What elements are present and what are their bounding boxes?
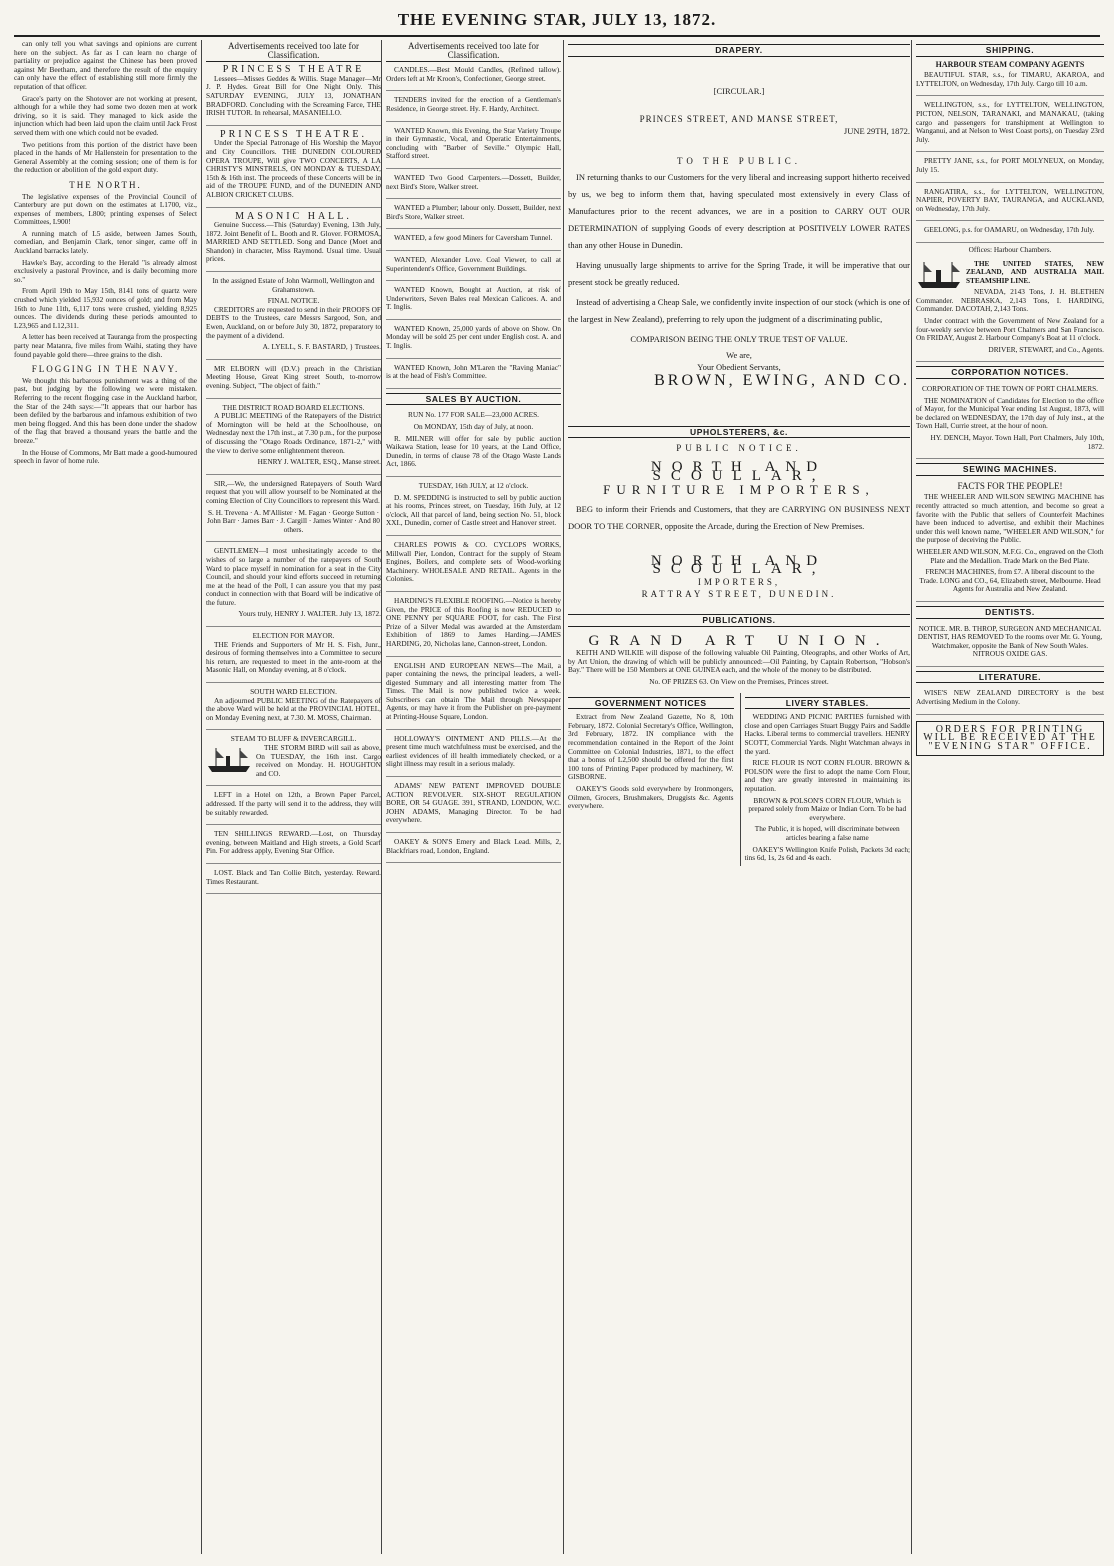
ad-text: WISE'S NEW ZEALAND DIRECTORY is the best Advertising Medium in the Colony.	[916, 688, 1104, 707]
advertisement	[206, 275, 381, 360]
article-paragraph: Two petitions from this portion of the district have been placed in the hands of Mr Hallenstein for presentation to the General Assembly at the coming session; one of them is for the reduction or abolition of the gold export duty.	[14, 139, 197, 175]
ad-text: WANTED Known, this Evening, the Star Variety Troupe in their Gymnastic, Vocal, and Operatic Entertainments, concluding with "Barber of Seville." Olympic Hall, Stafford street.	[386, 125, 561, 161]
ad-text: THE STORM BIRD will sail as above, On TUESDAY, the 16th inst. Cargo received on Monday. H. HOUGHTON and CO.	[256, 743, 381, 778]
ad-text: On MONDAY, 15th day of July, at noon.	[413, 422, 534, 432]
ad-title: RUN No. 177 FOR SALE—23,000 ACRES.	[408, 410, 539, 420]
ad-text: A PUBLIC MEETING of the Ratepayers of the District of Mornington will be held at the Schoolhouse, on Wednesday next the 17th inst., at 7.30 p.m., for the purpose of discussing the "Otago Roads Ordinance, 1871-2," with the view to derive some enlightenment thereon.	[206, 411, 381, 455]
ad-signature: HENRY J. WALTER, ESQ., Manse street.	[257, 457, 381, 467]
section-heading-dentists: DENTISTS.	[916, 606, 1104, 619]
advertisement	[206, 789, 381, 825]
ad-text: R. MILNER will offer for sale by public auction Waikawa Station, lease for 10 years, at the Land Office, Dunedin, in terms of clause 78 of the Otago Waste Lands Act, 1866.	[386, 433, 561, 469]
ad-text: THE Friends and Supporters of Mr H. S. Fish, Junr., desirous of forming themselves into a Committee to secure his return, are requested to meet in the ante-room at the Masonic Hall, on Monday evening, at 8 o'clock.	[206, 639, 381, 675]
us-line-title: THE UNITED STATES, NEW ZEALAND, AND AUSTRALIA MAIL STEAMSHIP LINE.	[966, 258, 1104, 285]
ad-text: NEVADA, 2143 Tons, J. H. BLETHEN Commander. NEBRASKA, 2,143 Tons, I. HARDING, Commander. DACOTAH, 2,143 Tons.	[916, 287, 1104, 314]
masthead-rule	[14, 35, 1100, 37]
ad-text: WHEELER AND WILSON, M.F.G. Co., engraved on the Cloth Plate and the Medallion. Trade Mark on the Bed Plate.	[916, 546, 1104, 565]
column-1	[14, 40, 197, 1554]
rattray-address: RATTRAY STREET, DUNEDIN.	[641, 588, 837, 599]
ad-text: In the assigned Estate of John Warmoll, Wellington and Grahamstown.	[212, 276, 375, 294]
ad-title: FACTS FOR THE PEOPLE!	[957, 480, 1063, 491]
to-public-heading: TO THE PUBLIC.	[677, 156, 801, 167]
advertisement	[386, 284, 561, 320]
public-notice-heading: PUBLIC NOTICE.	[676, 443, 802, 454]
column-header: Advertisements received too late for Classification.	[206, 42, 381, 62]
ad-text: Lessees—Misses Geddes & Willis. Stage Manager—Mr J. P. Hydes. Great Bill for One Night Only. This SATURDAY EVENING, JULY 13, JONATHAN BRADFORD. Concluding with the Screaming Farce, THE IRISH TUTOR. In rehearsal, MASANIELLO.	[206, 73, 381, 118]
article-paragraph: We thought this barbarous punishment was a thing of the past, but judging by the following we were mistaken. Referring to the recent flogging case in the Auckland harbor, the Star of the 24th says:—"It appears that our harbor has been defiled by the barbarous and infamous exhibition of two men being flogged. And this has been done under the shadow of the flag that braved a thousand years the battle and the breeze."	[14, 375, 197, 445]
advertisement	[386, 539, 561, 592]
advertisement	[206, 733, 381, 786]
ad-text: WANTED Two Good Carpenters.—Dossett, Builder, next Bird's Store, Walker street.	[386, 172, 561, 191]
advertisement	[206, 64, 381, 126]
advertisement	[206, 630, 381, 683]
drapery-paragraph: Having unusually large shipments to arrive for the Spring Trade, it will be imperative that our present stock be greatly reduced.	[568, 259, 910, 287]
art-union-prizes: No. OF PRIZES 63. On View on the Premises, Princes street.	[649, 677, 829, 687]
drapery-address: PRINCES STREET, AND MANSE STREET,	[639, 114, 839, 125]
article-paragraph: From April 19th to May 15th, 8141 tons of quartz were crushed which yielded 15,932 ounces of gold; and from May 16th to June 11th, 6,117 tons were crushed, yielding 8,925 ounces. The dividends during these periods amounted to L23,965 and L12,311.	[14, 286, 197, 330]
steamship-icon	[916, 260, 962, 290]
advertisement	[386, 94, 561, 121]
advertisement	[916, 687, 1104, 714]
brown-ewing-signature: BROWN, EWING, AND CO.	[654, 372, 910, 390]
section-heading-sewing: SEWING MACHINES.	[916, 463, 1104, 476]
ad-signature: Yours truly, HENRY J. WALTER. July 13, 1872.	[238, 609, 381, 619]
advertisement	[206, 545, 381, 627]
article-paragraph: In the House of Commons, Mr Batt made a good-humoured speech in favor of home rule.	[14, 447, 197, 466]
ad-text: LEFT in a Hotel on 12th, a Brown Paper Parcel, addressed. If the party will send it to the address, they will be suitably rewarded.	[206, 790, 381, 817]
art-union-paragraph: KEITH AND WILKIE will dispose of the following valuable Oil Painting, Oleographs, and other Works of Art, by Art Union, the drawing of which will be publicly announced:—Oil Painting, by Captain Robertson, "Hobson's Bay." There will be 150 Members at ONE GUINEA each, and the whole of the money to be distributed.	[568, 648, 910, 675]
masthead: THE EVENING STAR, JULY 13, 1872.	[397, 10, 717, 29]
column-header: Advertisements received too late for Classification.	[386, 42, 561, 62]
ad-title: FINAL NOTICE.	[267, 296, 320, 306]
advertisement	[386, 64, 561, 91]
north-scoullar-title: NORTH AND SCOULLAR,	[650, 552, 828, 578]
ad-text: Under the Special Patronage of His Worship the Mayor and City Councillors. THE DUNEDIN COLOURED OPERA TROUPE, Will give TWO CONCERTS, A LA CHRISTY'S MINSTRELS, ON MONDAY & TUESDAY, 15th & 16th inst. The proceeds of these Concerts will be in aid of the TROUPE FUND, and of the DUNEDIN AND ALBION CRICKET CLUBS.	[206, 138, 381, 199]
ad-text: GEELONG, p.s. for OAMARU, on Wednesday, 17th July.	[924, 225, 1095, 235]
ad-text: Genuine Success.—This (Saturday) Evening, 13th July, 1872. Joint Benefit of L. Booth and R. Glover. FORMOSA, MARRIED AND SETTLED. Song and Dance (Moet and Shandon) in character, Miss Raymond. Usual time. Usual prices.	[206, 220, 381, 264]
ad-text: D. M. SPEDDING is instructed to sell by public auction at his rooms, Princes street, on Tuesday, 16th July, at 12 o'clock, All that parcel of land, being section No. 51, block XXI., Dunedin, corner of Castle street and Hanover street.	[386, 492, 561, 528]
advertisement	[916, 623, 1104, 667]
drapery-closing: We are,	[726, 349, 752, 360]
advertisement	[916, 224, 1104, 243]
ad-signature: A. LYELL, S. F. BASTARD, } Trustees.	[262, 342, 381, 352]
article-paragraph: Grace's party on the Shotover are not working at present, although for a while they had some two dozen men at work driving, so it is said. They managed to kick aside the injunction which had been laid upon the claim until Jack Frost served them with one which could not be evaded.	[14, 93, 197, 137]
public-hoped: The Public, it is hoped, will discriminate between articles bearing a false name	[754, 824, 900, 842]
grand-art-union-title: GRAND ART UNION.	[588, 632, 890, 649]
ad-text: THE WHEELER AND WILSON SEWING MACHINE has recently attracted so much attention, and become so great a favorite with the Public that sellers of Counterfeit Machines have been induced to advertise, and exhibit their Machines under this well known name, "WHEELER AND WILSON," for the purpose of deceiving the Public.	[916, 492, 1104, 545]
government-notices	[568, 693, 734, 866]
ad-text: NOTICE. MR. B. THROP, SURGEON AND MECHANICAL DENTIST, HAS REMOVED To the rooms over Mr. G. Young, Watchmaker, opposite the Bank of New South Wales. NITROUS OXIDE GAS.	[917, 623, 1103, 659]
rice-flour-paragraph: RICE FLOUR IS NOT CORN FLOUR. BROWN & POLSON were the first to adopt the name Corn Flour, and they are greatly interested in maintaining its reputation.	[744, 758, 910, 793]
ad-title: PRINCESS THEATRE	[222, 64, 365, 76]
ad-text: CREDITORS are requested to send in their PROOFS OF DEBTS to the Trustees, care Messrs Sargood, Son, and Ewen, Auckland, on or before July 30, 1872, preparatory to the payment of a dividend.	[206, 304, 381, 340]
advertisement	[916, 186, 1104, 222]
ad-text: RANGATIRA, s.s., for LYTTELTON, WELLINGTON, NAPIER, POVERTY BAY, TAURANGA, and AUCKLAND, on Wednesday, 17th July.	[916, 186, 1104, 213]
ad-text: MR ELBORN will (D.V.) preach in the Christian Meeting House, Great King street South, to-morrow evening. Subject, "The object of faith."	[206, 363, 381, 390]
article-paragraph: The legislative expenses of the Provincial Council of Canterbury are put down on the estimates at L1700, viz., expenses of members, L800; printing expenses of Select Committees, L900!	[14, 191, 197, 227]
advertisement	[386, 323, 561, 359]
section-heading-north: THE NORTH.	[69, 179, 142, 190]
advertisement	[386, 595, 561, 657]
section-heading-corporation: CORPORATION NOTICES.	[916, 366, 1104, 379]
ad-text: OAKEY & SON'S Emery and Black Lead. Mills, 2, Blackfriars road, London, England.	[386, 837, 561, 855]
orders-for-printing: ORDERS FOR PRINTING WILL BE RECEIVED AT THE "EVENING STAR" OFFICE.	[916, 721, 1104, 757]
upholstery-paragraph: BEG to inform their Friends and Customers, that they are CARRYING ON BUSINESS NEXT DOOR TO THE CORNER, opposite the Arcade, during the Erection of New Premises.	[568, 503, 910, 531]
column-5	[911, 40, 1104, 1554]
advertisement	[386, 480, 561, 536]
section-heading-upholsterers: UPHOLSTERERS, &c.	[568, 426, 910, 439]
ad-text: GENTLEMEN—I most unhesitatingly accede to the wishes of so large a number of the ratepayers of South Ward to place myself in nomination for a seat in the City Council, and should your kind efforts succeed in returning me at the head of the Poll, I can assure you that my past conduct in connection with that Board will be indicative of the future.	[206, 546, 381, 607]
advertisement	[916, 155, 1104, 182]
ad-title: CORPORATION OF THE TOWN OF PORT CHALMERS.	[922, 384, 1098, 394]
ad-text: WANTED a Plumber; labour only. Dossett, Builder, next Bird's Store, Walker street.	[386, 203, 561, 221]
ad-title: STEAM TO BLUFF & INVERCARGILL.	[230, 734, 357, 744]
ad-text: An adjourned PUBLIC MEETING of the Ratepayers of the above Ward will be held at the PROVINCIAL HOTEL, on Monday Evening next, at 7.30. M. MOSS, Chairman.	[206, 695, 381, 722]
advertisement	[206, 867, 381, 894]
section-heading-livery: LIVERY STABLES.	[745, 697, 911, 710]
brown-polson-ad: BROWN & POLSON'S CORN FLOUR, Which is prepared solely from Maize or Indian Corn. To be had everywhere.	[748, 795, 907, 822]
column-2	[201, 40, 381, 1554]
advertisement	[386, 836, 561, 863]
ad-text: WANTED Known, John M'Laren the "Raving Maniac" is at the head of Fish's Committee.	[386, 362, 561, 381]
ad-text: WANTED, Alexander Love. Coal Viewer, to call at Superintendent's Office, Government Buildings.	[386, 254, 561, 273]
oakey-goods-ad: OAKEY'S Goods sold everywhere by Ironmongers, Oilmen, Grocers, Brushmakers, Druggists &c. Agents everywhere.	[568, 784, 734, 811]
advertisement	[386, 362, 561, 389]
section-heading-publications: PUBLICATIONS.	[568, 614, 910, 627]
ad-signature: HY. DENCH, Mayor. Town Hall, Port Chalmers, July 10th, 1872.	[930, 433, 1104, 451]
section-heading-auction: SALES BY AUCTION.	[386, 393, 561, 406]
ad-text: Under contract with the Government of New Zealand for a four-weekly service between Port Chalmers and San Francisco. On FRIDAY, August 2. Harbour Company's Boat at 11 o'clock.	[916, 316, 1104, 343]
government-paragraph: Extract from New Zealand Gazette, No 8, 10th February, 1872. Colonial Secretary's Office, Wellington, 3rd February, 1872. IN compliance with the recommendation contained in the Report of the Joint Committee on Colonial Industries, 1871, to the effect that a bonus of L2,500 should be offered for the first 100 tons of Printing Paper produced by machinery, W. GISBORNE.	[568, 712, 734, 782]
ad-text: WELLINGTON, s.s., for LYTTELTON, WELLINGTON, PICTON, NELSON, TARANAKI, and MANAKAU, (taking cargo and passengers for transhipment at Wellington to Wanganui, and at Nelson to West Coast ports), on Tuesday 23rd July.	[916, 100, 1104, 144]
column-4	[563, 40, 910, 1554]
ad-title: THE DISTRICT ROAD BOARD ELECTIONS.	[222, 402, 365, 412]
advertisement	[916, 99, 1104, 152]
ad-title: SOUTH WARD ELECTION.	[250, 687, 337, 697]
ad-text: WANTED, a few good Miners for Caversham Tunnel.	[394, 233, 553, 243]
ad-text: WANTED Known, Bought at Auction, at risk of Underwriters, Seven Bales real Mexican Calicoes. A. and T. Inglis.	[386, 285, 561, 312]
section-heading-government: GOVERNMENT NOTICES	[568, 697, 734, 710]
drapery-closing: Your Obedient Servants,	[697, 361, 781, 372]
ad-text: THE NOMINATION of Candidates for Election to the office of Mayor, for the Municipal Year ending 1st August, 1873, will be declared on WEDNESDAY, the 17th day of July inst., at the Town Hall, Currie street, at the hour of noon.	[916, 395, 1104, 431]
ad-text: CHARLES POWIS & CO. CYCLOPS WORKS, Millwall Pier, London, Contract for the supply of Steam Engines, Boilers, and complete sets of Wood-working Machinery. WHOLESALE AND RETAIL. Agents in the Colonies.	[386, 539, 561, 584]
ad-text: HOLLOWAY'S OINTMENT AND PILLS.—At the present time much watchfulness must be exercised, and the earliest evidences of ill health immediately checked, or a slight illness may result in a serious malady.	[386, 733, 561, 769]
advertisement	[386, 202, 561, 229]
ad-signature: DRIVER, STEWART, and Co., Agents.	[988, 344, 1104, 354]
advertisement	[206, 478, 381, 543]
advertisement	[206, 363, 381, 399]
advertisement	[386, 232, 561, 251]
ad-signatories: S. H. Trevena · A. M'Allister · M. Fagan · George Sutton · John Barr · James Barr · J. Cargill · James Winter · And 80 others.	[207, 507, 380, 534]
advertisement	[206, 129, 381, 208]
ad-title: ELECTION FOR MAYOR.	[252, 631, 335, 641]
column-3	[381, 40, 561, 1554]
furniture-importers: FURNITURE IMPORTERS,	[603, 482, 875, 498]
ad-title: PRINCESS THEATRE.	[220, 128, 367, 140]
ad-text: BEAUTIFUL STAR, s.s., for TIMARU, AKAROA, and LYTTELTON, on Wednesday, 17th July. Cargo till 10 a.m.	[916, 70, 1104, 88]
section-heading-shipping: SHIPPING.	[916, 44, 1104, 57]
advertisement	[916, 69, 1104, 96]
article-paragraph: A running match of L5 aside, between James South, comedian, and Benjamin Clark, tenor singer, came off in Auckland barracks lately.	[14, 228, 197, 256]
drapery-paragraph: Instead of advertising a Cheap Sale, we confidently invite inspection of our stock (which is one of the largest in New Zealand), preferring to rely upon the judgment of a discriminating public,	[568, 296, 910, 324]
advertisement	[386, 172, 561, 199]
drapery-date: JUNE 29TH, 1872.	[843, 125, 910, 136]
article-paragraph: Hawke's Bay, according to the Herald "is already almost exclusively a pastoral Province, and is daily becoming more so."	[14, 257, 197, 284]
harbour-steam-heading: HARBOUR STEAM COMPANY AGENTS	[935, 59, 1085, 69]
advertisement	[386, 733, 561, 777]
section-heading-drapery: DRAPERY.	[568, 44, 910, 57]
importers-label: IMPORTERS,	[697, 576, 781, 587]
advertisement	[386, 409, 561, 477]
article-paragraph: can only tell you what savings and opinions are current here on the subject. As far as I can learn no charge of partiality or prejudice against the Chinese has been proved against Mr Beetham, and therefore the result of the enquiry can only have the effect of establishing still more firmly the reputation of that officer.	[14, 40, 197, 91]
knife-polish-ad: OAKEY'S Wellington Knife Polish, Packets 3d each; tins 6d, 1s, 2s 6d and 4s each.	[744, 844, 910, 863]
advertisement	[206, 686, 381, 730]
ad-text: HARDING'S FLEXIBLE ROOFING.—Notice is hereby Given, the PRICE of this Roofing is now REDUCED to ONE PENNY per SQUARE FOOT, for cash. The First Prize of a Silver Medal was awarded at the Amsterdam Exhibition of 1869 to James Harding.—JAMES HARDING, 20, Nicholas lane, Cannon-street, London.	[386, 595, 561, 648]
drapery-comparison: COMPARISON BEING THE ONLY TRUE TEST OF VALUE.	[630, 333, 848, 344]
article-paragraph: A letter has been received at Tauranga from the prospecting party near Matanra, five miles from Waihi, stating they have found payable gold there—three grains to the dish.	[14, 332, 197, 359]
ad-text: CANDLES.—Best Mould Candles, (Refined tallow). Orders left at Mr Kroon's, Confectioner, George street.	[386, 65, 561, 83]
section-heading-flogging: FLOGGING IN THE NAVY.	[31, 364, 180, 375]
offices-line: Offices: Harbour Chambers.	[968, 244, 1052, 254]
ad-text: ENGLISH AND EUROPEAN NEWS—The Mail, a paper containing the news, the principal leaders, a well-digested Summary and all interesting matter from The Times. The Mail is now published twice a week. Subscribers can obtain The Mail through Newspaper Agents, or may have it from the Publisher on pre-payment at Printing-House Square, London.	[386, 660, 561, 722]
livery-paragraph: WEDDING AND PICNIC PARTIES furnished with close and open Carriages Stuart Buggy Pairs and Saddle Hacks. Liberal terms to commercial travellers. HENRY SCOTT, Commercial Yards. Night Watchman always in the yard.	[744, 712, 910, 756]
ad-text: LOST. Black and Tan Collie Bitch, yesterday. Reward. Times Restaurant.	[206, 867, 381, 886]
ad-text: PRETTY JANE, s.s., for PORT MOLYNEUX, on Monday, July 15.	[916, 156, 1104, 174]
ad-text: WANTED Known, 25,000 yards of above on Show. On Monday will be sold 25 per cent under English cost. A. and T. Inglis.	[386, 323, 561, 351]
advertisement	[916, 480, 1104, 602]
livery-column	[740, 693, 911, 866]
advertisement	[916, 383, 1104, 459]
advertisement	[386, 780, 561, 833]
ad-text: ADAMS' NEW PATENT IMPROVED DOUBLE ACTION REVOLVER. SIX-SHOT REGULATION BORE, OR 54 GUAGE. 391, STRAND, LONDON, W.C. JOHN ADAMS, Managing Director. To be had everywhere.	[386, 781, 561, 825]
ad-title: MASONIC HALL.	[235, 210, 352, 222]
advertisement	[206, 828, 381, 864]
advertisement	[386, 660, 561, 730]
north-scoullar-title: NORTH AND SCOULLAR,	[650, 458, 828, 484]
circular-label: [CIRCULAR.]	[713, 85, 765, 96]
section-heading-literature: LITERATURE.	[916, 671, 1104, 684]
ad-title: TUESDAY, 16th JULY, at 12 o'clock.	[418, 481, 529, 490]
ad-text: TEN SHILLINGS REWARD.—Lost, on Thursday evening, between Maitland and High streets, a Gold Scarf Pin. For address apply, Evening Star Office.	[206, 829, 381, 856]
advertisement	[386, 125, 561, 169]
drapery-paragraph: IN returning thanks to our Customers for the very liberal and increasing support hitherto received by us, we beg to inform them that, having speculated most extensively in every Class of Manufactures prior to the recent advances, we are in a position to CARRY OUT OUR DETERMINATION of supplying Goods of every description at POSITIVELY LOWER RATES than any other House in Dunedin.	[568, 171, 910, 250]
advertisement	[916, 258, 1104, 363]
advertisement	[206, 402, 381, 475]
ad-text: SIR,—We, the undersigned Ratepayers of South Ward request that you will allow yourself to be Nominated at the coming Election of City Councillors to represent this Ward.	[206, 478, 381, 505]
bottom-ads-row	[568, 693, 910, 866]
steamship-icon	[206, 744, 252, 774]
advertisement	[206, 211, 381, 273]
ad-text: FRENCH MACHINES, from £7. A liberal discount to the Trade. LONG and CO., 64, Elizabeth street, Melbourne. Head Agents for Australia and New Zealand.	[919, 567, 1101, 594]
ad-text: TENDERS invited for the erection of a Gentleman's Residence, in George street. Hy. F. Hardy, Architect.	[386, 95, 561, 113]
advertisement	[386, 254, 561, 281]
